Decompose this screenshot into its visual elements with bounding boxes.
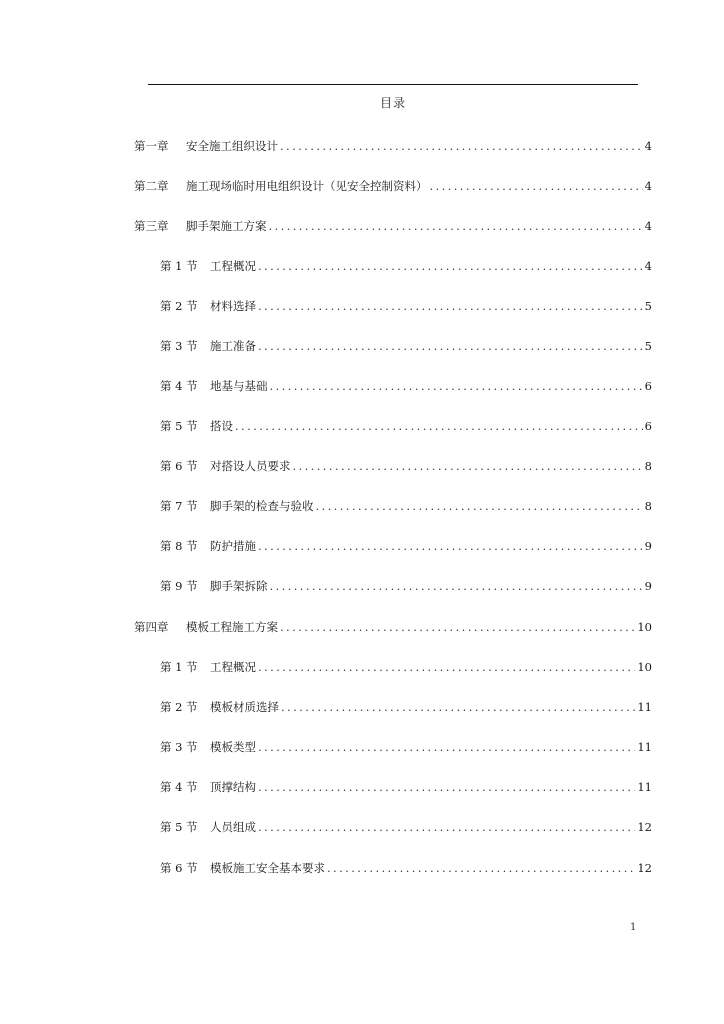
dot-leader — [258, 538, 643, 554]
page-number: 1 — [630, 922, 637, 933]
toc-entry-section-4-2[interactable] — [160, 699, 652, 715]
toc-entry-page: 4 — [644, 139, 652, 153]
toc-entry-page: 10 — [637, 660, 652, 674]
toc-entry-title: 模板材质选择 — [210, 700, 279, 714]
toc-entry-title: 工程概况 — [210, 660, 256, 674]
toc-entry-title: 脚手架施工方案 — [186, 219, 267, 233]
toc-entry-chapter-1[interactable] — [134, 138, 652, 154]
toc-entry-section-3-7[interactable] — [160, 498, 652, 514]
toc-entry-title: 施工现场临时用电组织设计（见安全控制资料） — [186, 179, 428, 193]
toc-entry-label: 第 2 节 — [160, 299, 198, 313]
toc-entry-section-3-6[interactable] — [160, 458, 652, 474]
toc-entry-title: 脚手架的检查与验收 — [210, 499, 314, 513]
dot-leader — [270, 378, 643, 394]
toc-entry-page: 8 — [644, 499, 652, 513]
dot-leader — [258, 659, 635, 675]
toc-entry-label: 第 4 节 — [160, 379, 198, 393]
toc-entry-label: 第三章 — [134, 219, 169, 233]
dot-leader — [280, 619, 635, 635]
toc-entry-label: 第二章 — [134, 179, 169, 193]
toc-entry-chapter-4[interactable] — [134, 619, 652, 635]
toc-entry-label: 第 9 节 — [160, 579, 198, 593]
toc-entry-section-4-4[interactable] — [160, 779, 652, 795]
toc-entry-title: 防护措施 — [210, 539, 256, 553]
toc-entry-label: 第 7 节 — [160, 499, 198, 513]
toc-entry-title: 安全施工组织设计 — [186, 139, 278, 153]
dot-leader — [235, 418, 643, 434]
toc-entry-page: 12 — [637, 820, 652, 834]
dot-leader — [258, 819, 635, 835]
dot-leader — [327, 860, 635, 876]
toc-entry-page: 10 — [637, 620, 652, 634]
toc-entry-page: 9 — [644, 579, 652, 593]
toc-entry-page: 6 — [644, 379, 652, 393]
toc-entry-page: 8 — [644, 459, 652, 473]
dot-leader — [280, 138, 643, 154]
toc-entry-section-4-6[interactable] — [160, 860, 652, 876]
header-rule — [148, 84, 638, 85]
toc-entry-title: 人员组成 — [210, 820, 256, 834]
toc-entry-page: 5 — [644, 339, 652, 353]
dot-leader — [258, 779, 635, 795]
dot-leader — [270, 578, 643, 594]
toc-entry-page: 11 — [637, 780, 652, 794]
dot-leader — [258, 298, 643, 314]
dot-leader — [430, 178, 643, 194]
toc-entry-page: 11 — [637, 700, 652, 714]
dot-leader — [258, 258, 643, 274]
toc-entry-label: 第 6 节 — [160, 861, 198, 875]
toc-entry-label: 第 5 节 — [160, 419, 198, 433]
toc-entry-title: 施工准备 — [210, 339, 256, 353]
toc-entry-chapter-3[interactable] — [134, 218, 652, 234]
toc-entry-title: 模板工程施工方案 — [186, 620, 278, 634]
toc-entry-label: 第 1 节 — [160, 259, 198, 273]
toc-entry-title: 工程概况 — [210, 259, 256, 273]
toc-entry-page: 12 — [637, 861, 652, 875]
toc-entry-page: 4 — [644, 179, 652, 193]
toc-entry-section-3-8[interactable] — [160, 538, 652, 554]
toc-entry-page: 9 — [644, 539, 652, 553]
toc-entry-section-3-2[interactable] — [160, 298, 652, 314]
dot-leader — [293, 458, 643, 474]
toc-entry-section-3-9[interactable] — [160, 578, 652, 594]
toc-entry-title: 对搭设人员要求 — [210, 459, 291, 473]
toc-entry-title: 材料选择 — [210, 299, 256, 313]
toc-entry-page: 4 — [644, 219, 652, 233]
dot-leader — [258, 338, 643, 354]
toc-entry-page: 4 — [644, 259, 652, 273]
toc-entry-section-4-5[interactable] — [160, 819, 652, 835]
toc-entry-title: 模板施工安全基本要求 — [210, 861, 325, 875]
toc-entry-label: 第 1 节 — [160, 660, 198, 674]
dot-leader — [316, 498, 643, 514]
toc-entry-section-4-1[interactable] — [160, 659, 652, 675]
toc-entry-section-3-5[interactable] — [160, 418, 652, 434]
toc-entry-label: 第四章 — [134, 620, 169, 634]
toc-entry-label: 第 5 节 — [160, 820, 198, 834]
toc-entry-label: 第 6 节 — [160, 459, 198, 473]
dot-leader — [269, 218, 643, 234]
toc-entry-title: 脚手架拆除 — [210, 579, 268, 593]
toc-entry-chapter-2[interactable] — [134, 178, 652, 194]
toc-entry-title: 搭设 — [210, 419, 233, 433]
toc-entry-section-4-3[interactable] — [160, 739, 652, 755]
toc-entry-label: 第 3 节 — [160, 339, 198, 353]
toc-entry-label: 第一章 — [134, 139, 169, 153]
toc-title: 目录 — [379, 96, 406, 110]
toc-entry-page: 11 — [637, 740, 652, 754]
toc-entry-section-3-3[interactable] — [160, 338, 652, 354]
toc-entry-title: 地基与基础 — [210, 379, 268, 393]
toc-entry-section-3-1[interactable] — [160, 258, 652, 274]
toc-entry-label: 第 4 节 — [160, 780, 198, 794]
toc-entry-title: 模板类型 — [210, 740, 256, 754]
toc-entry-page: 6 — [644, 419, 652, 433]
toc-entry-label: 第 2 节 — [160, 700, 198, 714]
toc-entry-title: 顶撑结构 — [210, 780, 256, 794]
toc-entry-label: 第 3 节 — [160, 740, 198, 754]
dot-leader — [258, 739, 635, 755]
toc-entry-label: 第 8 节 — [160, 539, 198, 553]
dot-leader — [281, 699, 635, 715]
toc-entry-page: 5 — [644, 299, 652, 313]
toc-entry-section-3-4[interactable] — [160, 378, 652, 394]
